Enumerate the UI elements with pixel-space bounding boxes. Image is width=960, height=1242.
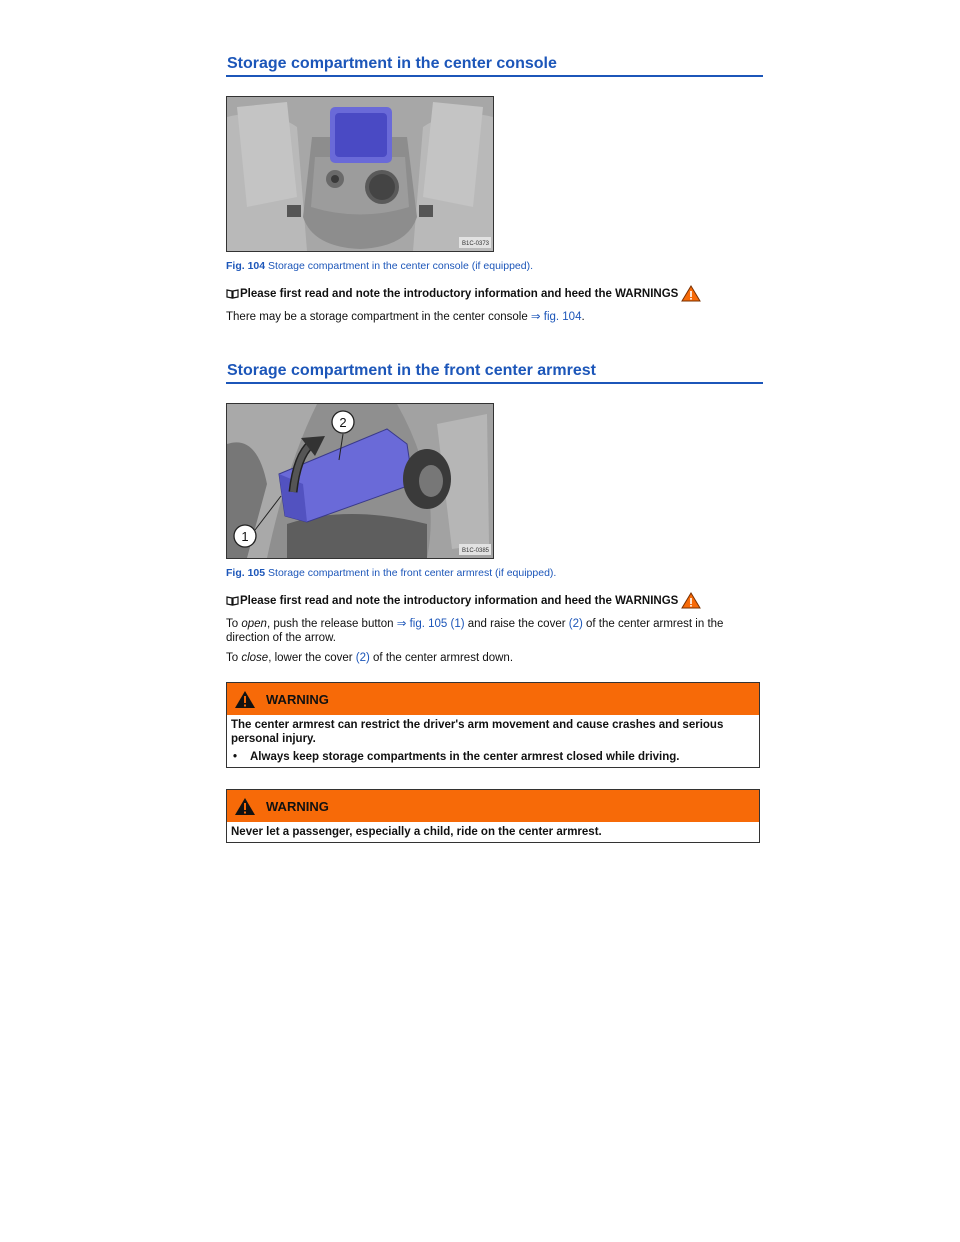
- warning-text: The center armrest can restrict the driver's arm movement and cause crashes and serious personal injury.: [231, 719, 724, 745]
- warning-box-2: [226, 789, 760, 843]
- open-instruction-paragraph: To open, push the release button ⇒ fig. 105 (1) and raise the cover (2) of the center armrest in the direction of the arrow.: [226, 618, 724, 644]
- warning-header: [227, 790, 759, 822]
- figure-105-label: Fig. 105: [226, 567, 266, 579]
- warning-box-1: [226, 682, 760, 768]
- figure-104-caption-text: Storage compartment in the center console (if equipped).: [265, 260, 534, 272]
- ref-2-link[interactable]: (2): [568, 618, 583, 630]
- ref-2-link[interactable]: (2): [355, 652, 370, 664]
- book-icon: [226, 595, 239, 606]
- intro-note-2: [226, 592, 701, 609]
- warning-body: [227, 715, 759, 767]
- warning-title: WARNING: [266, 691, 329, 707]
- callout-2: 2: [339, 415, 347, 430]
- fig-105-link[interactable]: ⇒ fig. 105 (1): [396, 618, 465, 630]
- figure-105-caption-text: Storage compartment in the front center armrest (if equipped).: [265, 567, 557, 579]
- figure-104-image: [226, 96, 494, 252]
- warning-bullet: • Always keep storage compartments in the center armrest closed while driving.: [233, 751, 680, 763]
- figure-104-tag: B1C-0373: [462, 241, 490, 247]
- warning-title: WARNING: [266, 798, 329, 814]
- figure-105-tag: B1C-0385: [462, 548, 490, 554]
- book-icon: [226, 288, 239, 299]
- warning-icon: [234, 797, 256, 816]
- intro-note-text: Please first read and note the introductory information and heed the WARNINGS: [240, 594, 679, 607]
- section-heading-center-console: Storage compartment in the center console: [226, 54, 763, 77]
- warning-triangle-icon[interactable]: [681, 285, 701, 302]
- intro-note-text: Please first read and note the introductory information and heed the WARNINGS: [240, 287, 679, 300]
- close-instruction-paragraph: To close, lower the cover (2) of the center armrest down.: [226, 652, 514, 664]
- figure-104-caption: [226, 260, 533, 273]
- figure-105-image: [226, 403, 494, 559]
- warning-triangle-icon[interactable]: [681, 592, 701, 609]
- figure-105-caption: [226, 567, 556, 580]
- figure-104-label: Fig. 104: [226, 260, 266, 272]
- warning-body: [227, 822, 759, 842]
- intro-note-1: [226, 285, 701, 302]
- callout-1: 1: [241, 529, 249, 544]
- section1-body-paragraph: There may be a storage compartment in the center console ⇒ fig. 104.: [226, 311, 585, 323]
- fig-104-link[interactable]: ⇒ fig. 104: [530, 311, 582, 323]
- warning-header: [227, 683, 759, 715]
- section-heading-armrest: Storage compartment in the front center armrest: [226, 361, 763, 384]
- warning-icon: [234, 690, 256, 709]
- warning-text: Never let a passenger, especially a child, ride on the center armrest.: [231, 826, 602, 838]
